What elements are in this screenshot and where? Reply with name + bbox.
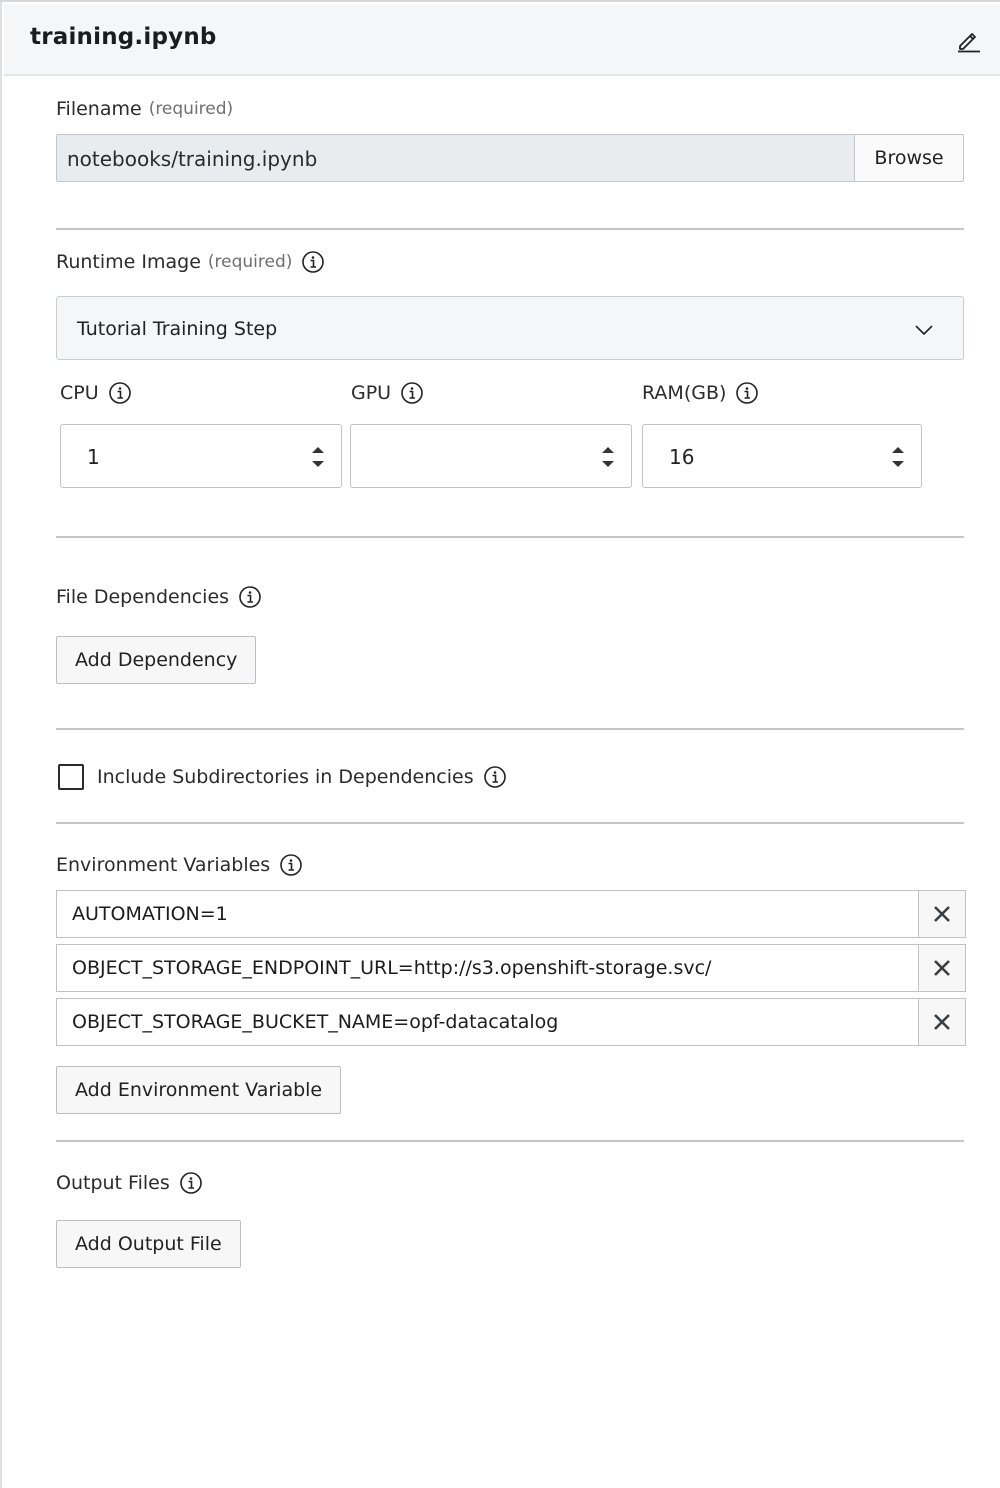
env-var-input[interactable]: AUTOMATION=1 [56, 890, 920, 938]
gpu-input[interactable] [350, 424, 632, 488]
cpu-input[interactable] [60, 424, 342, 488]
info-icon[interactable] [483, 765, 507, 789]
outputs-label-row [56, 1171, 203, 1195]
cpu-label: CPU [60, 382, 99, 404]
runtime-image-select[interactable] [56, 296, 964, 360]
filename-input[interactable]: notebooks/training.ipynb [56, 134, 856, 182]
pencil-icon[interactable] [954, 26, 982, 54]
info-icon[interactable] [279, 853, 303, 877]
remove-env-var-button[interactable] [918, 890, 966, 938]
env-label-row [56, 853, 303, 877]
remove-env-var-button[interactable] [918, 944, 966, 992]
browse-button[interactable]: Browse [854, 134, 964, 182]
outputs-label: Output Files [56, 1172, 170, 1194]
cpu-value: 1 [87, 445, 100, 469]
section-divider [56, 536, 964, 538]
env-var-row [56, 890, 966, 938]
ram-value: 16 [669, 445, 695, 469]
include-subdirectories-label[interactable]: Include Subdirectories in Dependencies [97, 766, 474, 788]
stepper-arrows-icon[interactable] [601, 443, 615, 471]
section-divider [56, 1140, 964, 1142]
add-output-file-button[interactable]: Add Output File [56, 1220, 241, 1268]
include-subdirectories-label-row [97, 765, 507, 789]
gpu-label: GPU [351, 382, 392, 404]
filename-required-hint: (required) [148, 99, 234, 119]
add-dependency-button[interactable]: Add Dependency [56, 636, 256, 684]
info-icon[interactable] [301, 250, 325, 274]
cpu-label-row [60, 381, 132, 405]
env-var-row [56, 998, 966, 1046]
info-icon[interactable] [108, 381, 132, 405]
runtime-label: Runtime Image [56, 251, 201, 273]
section-divider [56, 228, 964, 230]
info-icon[interactable] [735, 381, 759, 405]
panel-header [4, 4, 1000, 76]
info-icon[interactable] [179, 1171, 203, 1195]
runtime-image-selected: Tutorial Training Step [77, 318, 278, 340]
close-icon [933, 959, 951, 977]
info-icon[interactable] [400, 381, 424, 405]
env-var-input[interactable]: OBJECT_STORAGE_ENDPOINT_URL=http://s3.openshift-storage.svc/ [56, 944, 920, 992]
stepper-arrows-icon[interactable] [311, 443, 325, 471]
filename-label-row [56, 98, 233, 120]
filename-label: Filename [56, 98, 142, 120]
info-icon[interactable] [238, 585, 262, 609]
dependencies-label: File Dependencies [56, 586, 230, 608]
close-icon [933, 905, 951, 923]
env-var-row [56, 944, 966, 992]
section-divider [56, 728, 964, 730]
section-divider [56, 822, 964, 824]
runtime-required-hint: (required) [207, 252, 293, 272]
env-label: Environment Variables [56, 854, 271, 876]
ram-label-row [642, 381, 759, 405]
ram-input[interactable] [642, 424, 922, 488]
dependencies-label-row [56, 585, 262, 609]
include-subdirectories-checkbox[interactable] [58, 764, 84, 790]
env-var-input[interactable]: OBJECT_STORAGE_BUCKET_NAME=opf-datacatalog [56, 998, 920, 1046]
chevron-down-icon [913, 319, 935, 341]
runtime-label-row [56, 250, 325, 274]
panel-title: training.ipynb [30, 24, 217, 50]
gpu-label-row [351, 381, 424, 405]
close-icon [933, 1013, 951, 1031]
stepper-arrows-icon[interactable] [891, 443, 905, 471]
ram-label: RAM(GB) [642, 382, 727, 404]
remove-env-var-button[interactable] [918, 998, 966, 1046]
add-environment-variable-button[interactable]: Add Environment Variable [56, 1066, 341, 1114]
